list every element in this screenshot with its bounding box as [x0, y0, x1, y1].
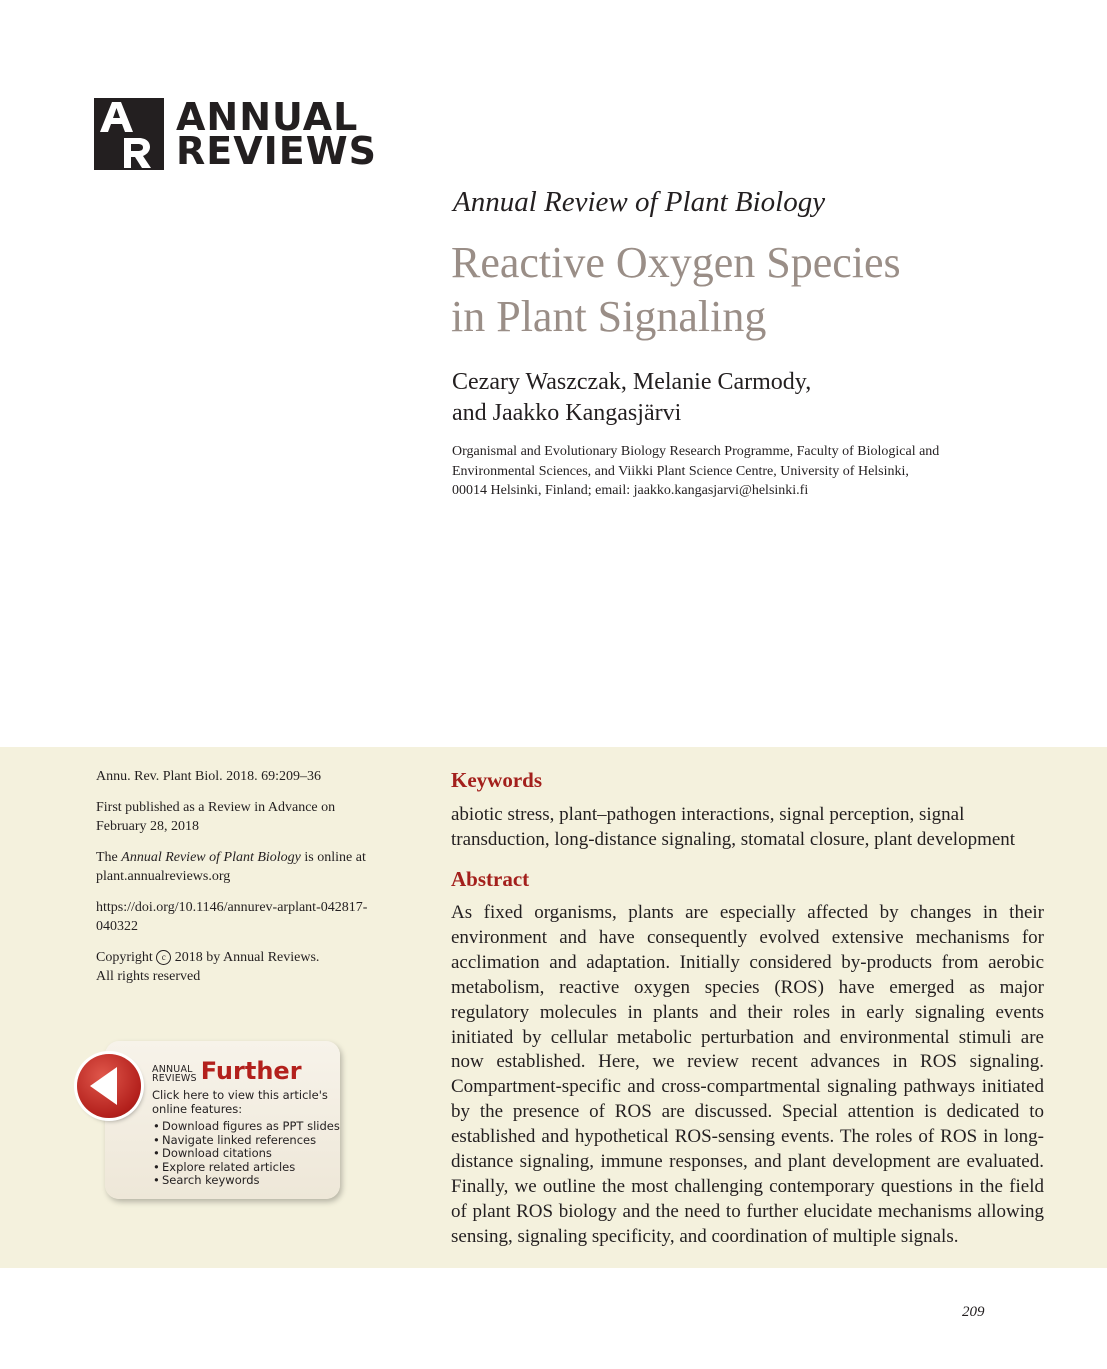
annual-reviews-logo — [94, 95, 378, 173]
copyright: Copyright c 2018 by Annual Reviews. All rights reserved — [96, 950, 320, 984]
first-published: First published as a Review in Advance on February 28, 2018 — [96, 800, 336, 834]
affiliation — [452, 442, 1012, 501]
copyright-icon: c — [156, 950, 171, 965]
title-line: in Plant Signaling — [451, 292, 767, 341]
affiliation-line: Organismal and Evolutionary Biology Research Programme, Faculty of Biological and — [452, 444, 940, 459]
play-left-arrow-icon — [77, 1054, 141, 1118]
keywords-heading: Keywords — [451, 768, 542, 792]
abstract-heading: Abstract — [451, 867, 530, 891]
online-url-link[interactable]: plant.annualreviews.org — [96, 869, 231, 884]
further-item-related[interactable]: • Explore related articles — [162, 1161, 342, 1175]
further-annual-reviews-label: ANNUAL REVIEWS — [152, 1064, 197, 1084]
further-item-ppt[interactable]: • Download figures as PPT slides — [162, 1120, 342, 1134]
further-item-citations[interactable]: • Download citations — [162, 1147, 342, 1161]
authors-line: Cezary Waszczak, Melanie Carmody, — [452, 369, 812, 395]
citation: Annu. Rev. Plant Biol. 2018. 69:209–36 — [96, 769, 322, 784]
logo-line-annual: ANNUAL — [176, 95, 359, 139]
authors — [452, 367, 1012, 429]
affiliation-line: Environmental Sciences, and Viikki Plant Science Centre, University of Helsinki, — [452, 463, 909, 479]
keywords-text: abiotic stress, plant–pathogen interactions, signal perception, signal transduction, long-distance signaling, stomatal closure, plant development — [451, 804, 1016, 850]
further-item-keywords[interactable]: • Search keywords — [162, 1174, 342, 1188]
page-number: 209 — [962, 1304, 985, 1320]
journal-name: Annual Review of Plant Biology — [453, 186, 826, 218]
title-line: Reactive Oxygen Species — [451, 238, 901, 287]
click-here-link[interactable]: Click here — [152, 1088, 209, 1102]
ar-monogram-icon — [94, 98, 164, 170]
article-title — [451, 236, 1011, 344]
further-title: Further — [200, 1057, 302, 1085]
further-play-button[interactable] — [77, 1054, 141, 1118]
further-item-references[interactable]: • Navigate linked references — [162, 1134, 342, 1148]
doi-link[interactable]: https://doi.org/10.1146/annurev-arplant-042817- 040322 — [96, 900, 368, 934]
abstract-text: As fixed organisms, plants are especially affected by changes in their environment and have consequently evolved extensive mechanisms for acclimation and adaptation. Initially considered by-products from aerobic metabolism, reactive oxygen species (ROS) have emerged as major regulatory molecules in plants and their roles in early signaling events initiated by cellular metabolic perturbation and environmental stimuli are now established. Here, we review recent advances in ROS signaling. Compartment-specific and cross-compartmental signaling pathways initiated by the presence of ROS are discussed. Special attention is dedicated to established and hypothetical ROS-sensing events. The roles of ROS in long-distance signaling, immune responses, and plant development are evaluated. Finally, we outline the most challenging contemporary questions in the field of plant ROS biology and the need to further elucidate mechanisms allowing sensing, signaling specificity, and coordination of multiple signals. — [451, 902, 1044, 1247]
further-features-list — [152, 1120, 342, 1188]
logo-line-reviews: REVIEWS — [176, 129, 378, 173]
logo-wordmark — [176, 95, 378, 173]
further-header — [152, 1055, 342, 1083]
online-info: The Annual Review of Plant Biology is online at plant.annualreviews.org — [96, 850, 366, 884]
authors-line: and Jaakko Kangasjärvi — [452, 400, 682, 426]
affiliation-line: 00014 Helsinki, Finland; email: jaakko.kangasjarvi@helsinki.fi — [452, 483, 809, 498]
further-content — [152, 1055, 342, 1188]
article-metadata — [96, 767, 411, 998]
further-instructions: Click here to view this article's online features: — [152, 1088, 328, 1116]
online-journal-name: Annual Review of Plant Biology — [121, 850, 301, 865]
